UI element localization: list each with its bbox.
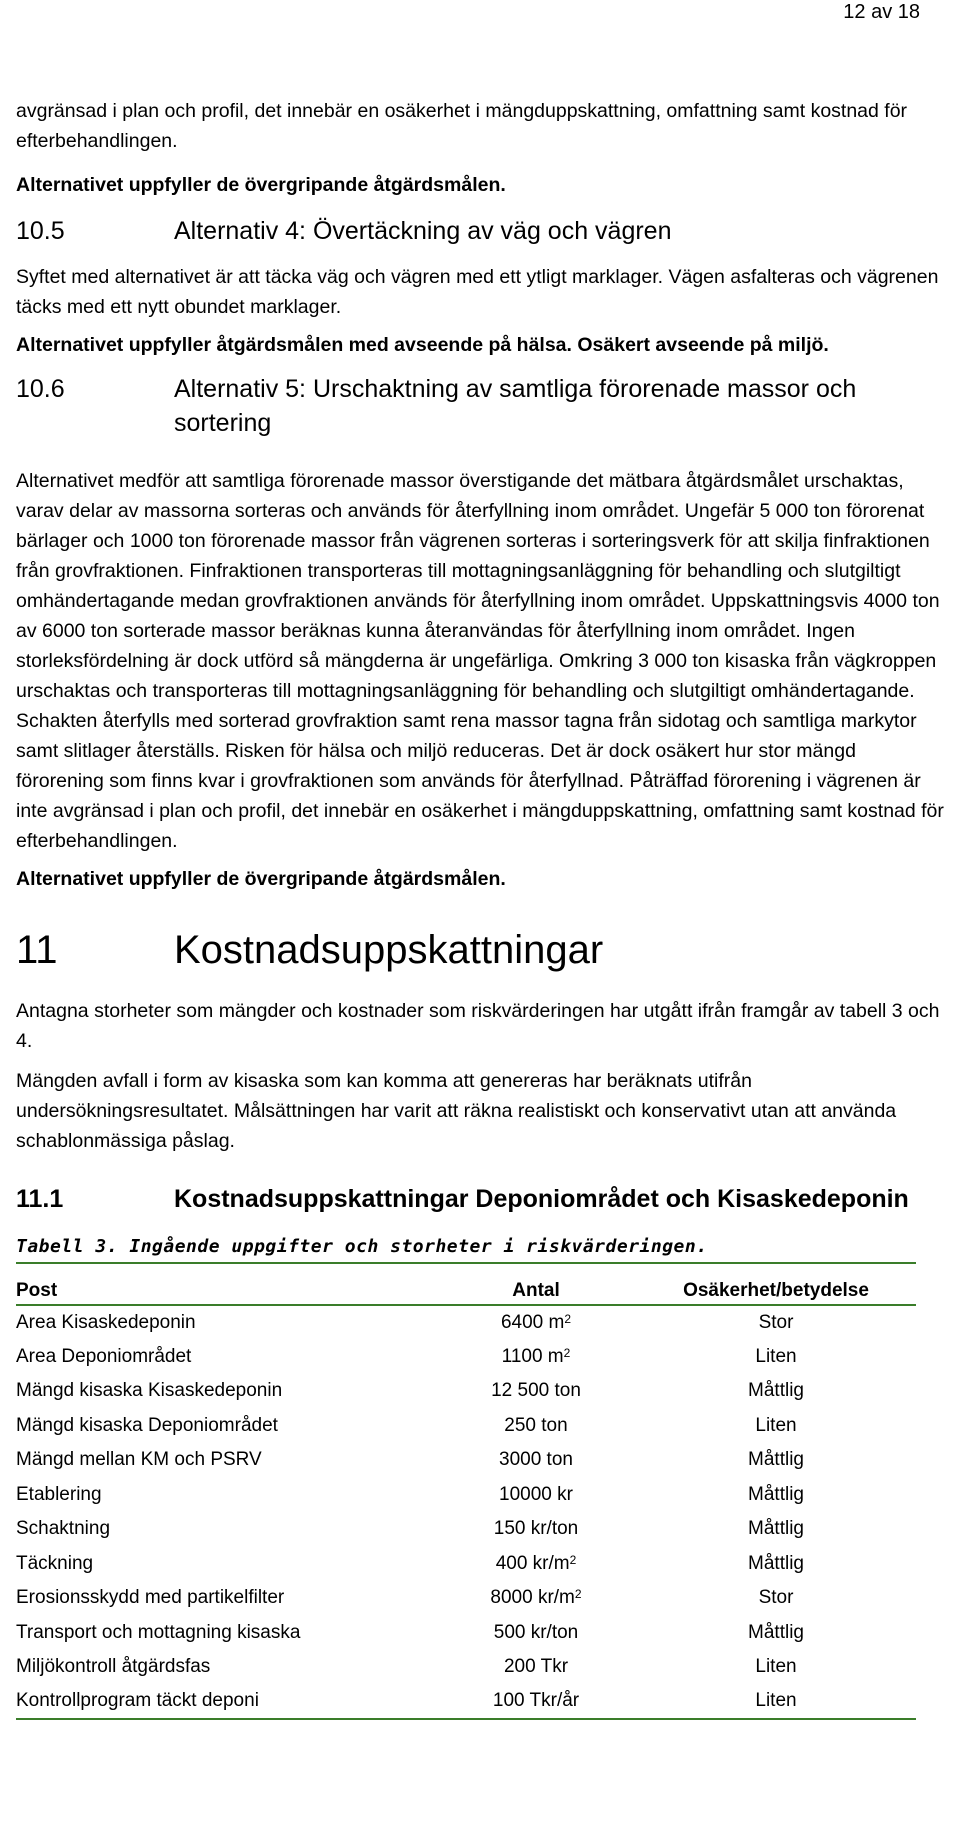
cell-post: [16, 1340, 436, 1375]
heading-11: [16, 924, 946, 976]
cell-antal: [436, 1650, 636, 1685]
cell-osakerhet: [636, 1616, 916, 1651]
header-antal: Antal: [436, 1278, 636, 1305]
table-row: [16, 1409, 916, 1444]
cell-osakerhet-text: Måttlig: [748, 1380, 804, 1402]
heading-11-1-number: 11.1: [16, 1185, 64, 1213]
cell-post: [16, 1305, 436, 1340]
cell-post-text: Erosionsskydd med partikelfilter: [16, 1587, 285, 1609]
cell-post-text: Transport och mottagning kisaska: [16, 1621, 301, 1643]
cell-osakerhet: [636, 1340, 916, 1375]
cell-post-text: Area Kisaskedeponin: [16, 1311, 196, 1333]
table-header-row: [16, 1278, 916, 1305]
cell-osakerhet-text: Måttlig: [748, 1552, 804, 1574]
cell-osakerhet-text: Liten: [755, 1345, 797, 1367]
cell-antal: [436, 1374, 636, 1409]
table-row: [16, 1685, 916, 1720]
table-row: [16, 1581, 916, 1616]
cell-antal: [436, 1305, 636, 1340]
page-content: [16, 96, 946, 1720]
cell-post: [16, 1409, 436, 1444]
cell-post: [16, 1547, 436, 1582]
cell-osakerhet-text: Måttlig: [748, 1621, 804, 1643]
header-osakerhet: Osäkerhet/betydelse: [636, 1278, 916, 1305]
cell-antal-superscript: 2: [569, 1552, 577, 1567]
section-11-paragraph-1: Antagna storheter som mängder och kostnader som riskvärderingen har utgått ifrån framgår av tabell 3 och 4.: [16, 1000, 940, 1052]
section-10-5-paragraph: Syftet med alternativet är att täcka väg och vägren med ett ytligt marklager. Vägen asfalteras och vägrenen täcks med ett nytt obundet marklager.: [16, 266, 939, 318]
cell-antal-text: 8000 kr/m: [490, 1587, 575, 1609]
intro-conclusion: Alternativet uppfyller de övergripande åtgärdsmålen.: [16, 174, 506, 196]
cell-osakerhet-text: Stor: [758, 1311, 794, 1333]
cell-antal-text: 250 ton: [504, 1414, 568, 1436]
cell-osakerhet-text: Måttlig: [748, 1518, 804, 1540]
cell-post-text: Etablering: [16, 1483, 102, 1505]
cell-osakerhet: [636, 1443, 916, 1478]
heading-10-6: [16, 372, 946, 440]
table-row: [16, 1478, 916, 1513]
cell-antal-text: 200 Tkr: [503, 1656, 569, 1678]
heading-10-5-number: 10.5: [16, 217, 65, 245]
cell-osakerhet: [636, 1409, 916, 1444]
cell-post: [16, 1512, 436, 1547]
cell-antal-text: 3000 ton: [499, 1449, 573, 1471]
heading-11-number: 11: [16, 928, 58, 972]
intro-paragraph: avgränsad i plan och profil, det innebär en osäkerhet i mängduppskattning, omfattning samt kostnad för efterbehandlingen.: [16, 100, 908, 152]
cell-osakerhet: [636, 1512, 916, 1547]
section-10-6-paragraph: Alternativet medför att samtliga förorenade massor överstigande det mätbara åtgärdsmålet urschaktas, varav delar av massorna sorteras och används för återfyllning inom området. Ungefär 5 000 ton förorenat bärlager och 1000 ton förorenade massor från vägrenen sorteras i sorteringsverk för att skilja finfraktionen från grovfraktionen. Finfraktionen transporteras till mottagningsanläggning för behandling och slutgiltigt omhändertagande medan grovfraktionen används för återfyllning inom området. Uppskattningsvis 4000 ton av 6000 ton sorterade massor beräknas kunna återanvändas för återfyllning inom området. Ingen storleksfördelning är dock utförd så mängderna är ungefärliga. Omkring 3 000 ton kisaska från vägkroppen urschaktas och transporteras till mottagningsanläggning för behandling och slutgiltigt omhändertagande. Schakten återfylls med sorterad grovfraktion samt rena massor tagna från sidotag och samtliga markytor samt slitlager återställs. Risken för hälsa och miljö reduceras. Det är dock osäkert hur stor mängd förorening som finns kvar i grovfraktionen som används för återfyllnad. Påträffad förorening i vägrenen är inte avgränsad i plan och profil, det innebär en osäkerhet i mängduppskattning, omfattning samt kostnad för efterbehandlingen.: [16, 470, 944, 852]
cell-antal-text: 1100 m: [501, 1345, 564, 1367]
cell-antal: [436, 1478, 636, 1513]
cell-post-text: Schaktning: [16, 1518, 111, 1540]
cell-post: [16, 1685, 436, 1720]
cell-post: [16, 1443, 436, 1478]
cell-osakerhet: [636, 1581, 916, 1616]
cell-post: [16, 1478, 436, 1513]
cell-antal: [436, 1547, 636, 1582]
table-body: [16, 1305, 916, 1719]
cell-antal-text: 150 kr/ton: [493, 1518, 579, 1540]
cell-osakerhet: [636, 1374, 916, 1409]
cell-antal-text: 12 500 ton: [491, 1380, 581, 1402]
cell-antal-text: 400 kr/m: [495, 1552, 570, 1574]
heading-10-6-number: 10.6: [16, 375, 65, 403]
cell-post-text: Miljökontroll åtgärdsfas: [16, 1656, 211, 1678]
cell-antal: [436, 1685, 636, 1720]
cell-antal: [436, 1443, 636, 1478]
cell-osakerhet: [636, 1547, 916, 1582]
cell-post-text: Mängd kisaska Deponiområdet: [16, 1414, 278, 1436]
cell-antal-text: 100 Tkr/år: [492, 1690, 580, 1712]
cell-post-text: Mängd kisaska Kisaskedeponin: [16, 1380, 283, 1402]
cell-osakerhet: [636, 1685, 916, 1720]
heading-10-6-title: Alternativ 5: Urschaktning av samtliga förorenade massor och sortering: [174, 375, 857, 437]
table-row: [16, 1512, 916, 1547]
cell-antal: [436, 1512, 636, 1547]
cell-antal-text: 6400 m: [500, 1311, 565, 1333]
page-number: 12 av 18: [843, 1, 920, 23]
table-row: [16, 1374, 916, 1409]
cell-osakerhet-text: Måttlig: [748, 1483, 804, 1505]
cell-post: [16, 1374, 436, 1409]
table-caption: Tabell 3. Ingående uppgifter och storheter i riskvärderingen.: [16, 1234, 916, 1264]
cell-antal: [436, 1340, 636, 1375]
cell-osakerhet: [636, 1478, 916, 1513]
table-row: [16, 1616, 916, 1651]
heading-11-title: Kostnadsuppskattningar: [174, 928, 604, 972]
table-row: [16, 1650, 916, 1685]
section-10-5-conclusion: Alternativet uppfyller åtgärdsmålen med avseende på hälsa. Osäkert avseende på miljö.: [16, 334, 829, 356]
cell-post-text: Area Deponiområdet: [16, 1345, 192, 1367]
cell-post: [16, 1650, 436, 1685]
cell-antal: [436, 1409, 636, 1444]
table-row: [16, 1305, 916, 1340]
table-row: [16, 1340, 916, 1375]
section-10-6-conclusion: Alternativet uppfyller de övergripande åtgärdsmålen.: [16, 868, 506, 890]
cell-post-text: Kontrollprogram täckt deponi: [16, 1690, 259, 1712]
cell-osakerhet-text: Måttlig: [748, 1449, 804, 1471]
cell-post: [16, 1581, 436, 1616]
table-row: [16, 1547, 916, 1582]
cell-post: [16, 1616, 436, 1651]
cell-osakerhet-text: Stor: [758, 1587, 794, 1609]
table-row: [16, 1443, 916, 1478]
cell-antal-superscript: 2: [564, 1311, 572, 1326]
cell-osakerhet: [636, 1305, 916, 1340]
cell-antal: [436, 1581, 636, 1616]
cell-osakerhet-text: Liten: [755, 1414, 797, 1436]
cell-osakerhet: [636, 1650, 916, 1685]
heading-10-5: [16, 214, 946, 248]
cell-antal-text: 10000 kr: [499, 1483, 573, 1505]
cell-osakerhet-text: Liten: [755, 1690, 797, 1712]
header-post: Post: [16, 1278, 436, 1305]
cell-antal-superscript: 2: [563, 1345, 571, 1360]
cell-antal: [436, 1616, 636, 1651]
cell-osakerhet-text: Liten: [755, 1656, 797, 1678]
heading-11-1-title: Kostnadsuppskattningar Deponiområdet och Kisaskedeponin: [174, 1185, 909, 1213]
cell-post-text: Mängd mellan KM och PSRV: [16, 1449, 262, 1471]
section-11-paragraph-2: Mängden avfall i form av kisaska som kan komma att genereras har beräknats utifrån undersökningsresultatet. Målsättningen har varit att räkna realistiskt och konservativt utan att använda schablonmässiga påslag.: [16, 1070, 897, 1152]
heading-10-5-title: Alternativ 4: Övertäckning av väg och vägren: [174, 217, 672, 245]
heading-11-1: [16, 1182, 946, 1216]
cell-antal-superscript: 2: [574, 1587, 582, 1602]
data-table: [16, 1278, 916, 1720]
cell-post-text: Täckning: [16, 1552, 94, 1574]
cell-antal-text: 500 kr/ton: [493, 1621, 579, 1643]
